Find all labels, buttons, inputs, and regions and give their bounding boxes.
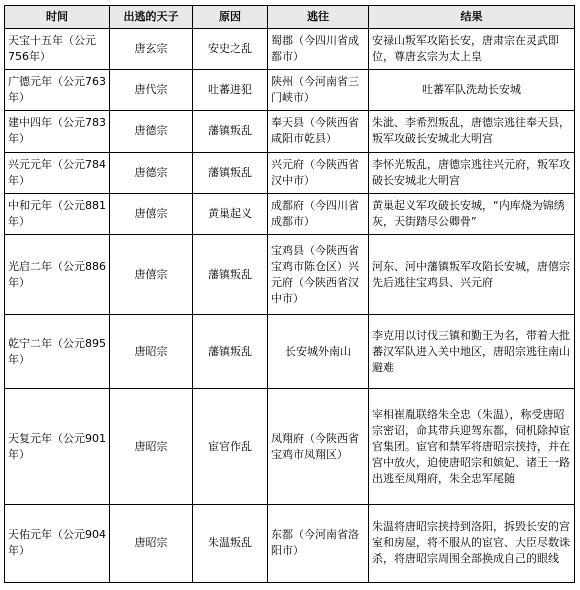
cell-time: 乾宁二年（公元895年） [5, 315, 110, 389]
cell-destination: 凤翔府（今陕西省宝鸡市凤翔区） [268, 389, 369, 504]
table-row [5, 504, 575, 582]
cell-result: 朱泚、李希烈叛乱，唐德宗逃往奉天县，叛军攻破长安城北大明宫 [369, 111, 575, 152]
cell-time: 中和元年（公元881年） [5, 193, 110, 234]
cell-emperor: 唐僖宗 [110, 234, 193, 314]
cell-emperor: 唐昭宗 [110, 504, 193, 582]
cell-reason: 黄巢起义 [193, 193, 268, 234]
table-header-row [5, 6, 575, 29]
cell-destination: 长安城外南山 [268, 315, 369, 389]
table-row [5, 315, 575, 389]
cell-result: 安禄山叛军攻陷长安，唐肃宗在灵武即位，尊唐玄宗为太上皇 [369, 29, 575, 70]
cell-time: 兴元元年（公元784年） [5, 152, 110, 193]
cell-time: 光启二年（公元886年） [5, 234, 110, 314]
cell-reason: 藩镇叛乱 [193, 234, 268, 314]
cell-result: 吐蕃军队洗劫长安城 [369, 70, 575, 111]
cell-destination: 蜀郡（今四川省成都市） [268, 29, 369, 70]
cell-reason: 安史之乱 [193, 29, 268, 70]
cell-result: 朱温将唐昭宗挟持到洛阳，拆毁长安的宫室和房屋，将不服从的宦官、大臣尽数诛杀，将唐昭宗周围全部换成自己的眼线 [369, 504, 575, 582]
cell-result: 李怀光叛乱，唐德宗逃往兴元府，叛军攻破长安城北大明宫 [369, 152, 575, 193]
cell-reason: 藩镇叛乱 [193, 315, 268, 389]
table-row [5, 70, 575, 111]
cell-time: 天宝十五年（公元756年） [5, 29, 110, 70]
cell-reason: 宦官作乱 [193, 389, 268, 504]
cell-destination: 东都（今河南省洛阳市） [268, 504, 369, 582]
cell-result: 河东、河中藩镇叛军攻陷长安城，唐僖宗先后逃往宝鸡县、兴元府 [369, 234, 575, 314]
cell-reason: 藩镇叛乱 [193, 152, 268, 193]
cell-emperor: 唐德宗 [110, 111, 193, 152]
cell-time: 建中四年（公元783年） [5, 111, 110, 152]
cell-reason: 藩镇叛乱 [193, 111, 268, 152]
header-emperor: 出逃的天子 [110, 6, 193, 29]
table-row [5, 29, 575, 70]
cell-time: 广德元年（公元763年） [5, 70, 110, 111]
cell-result: 李克用以讨伐三镇和勤王为名，带着大批蕃汉军队进入关中地区，唐昭宗逃往南山避难 [369, 315, 575, 389]
cell-time: 天复元年（公元901年） [5, 389, 110, 504]
table-row [5, 389, 575, 504]
cell-reason: 朱温叛乱 [193, 504, 268, 582]
emperor-flight-table [4, 5, 575, 583]
table-row [5, 234, 575, 314]
cell-emperor: 唐昭宗 [110, 315, 193, 389]
cell-emperor: 唐玄宗 [110, 29, 193, 70]
table-row [5, 193, 575, 234]
cell-emperor: 唐代宗 [110, 70, 193, 111]
cell-destination: 奉天县（今陕西省咸阳市乾县） [268, 111, 369, 152]
table-row [5, 152, 575, 193]
cell-time: 天佑元年（公元904年） [5, 504, 110, 582]
header-reason: 原因 [193, 6, 268, 29]
cell-destination: 陕州（今河南省三门峡市） [268, 70, 369, 111]
cell-emperor: 唐德宗 [110, 152, 193, 193]
table-row [5, 111, 575, 152]
cell-result: 宰相崔胤联络朱全忠（朱温），称受唐昭宗密诏，命其带兵迎驾东都，伺机除掉宦官集团。宦官和禁军将唐昭宗挟持，并在宫中放火，迫使唐昭宗和嫔妃、诸王一路出逃至凤翔府，朱全忠军尾随 [369, 389, 575, 504]
cell-destination: 成都府（今四川省成都市） [268, 193, 369, 234]
header-time: 时间 [5, 6, 110, 29]
cell-result: 黄巢起义军攻破长安城，“内库烧为锦绣灰，天街踏尽公卿骨” [369, 193, 575, 234]
cell-emperor: 唐僖宗 [110, 193, 193, 234]
header-destination: 逃往 [268, 6, 369, 29]
cell-destination: 兴元府（今陕西省汉中市） [268, 152, 369, 193]
cell-emperor: 唐昭宗 [110, 389, 193, 504]
header-result: 结果 [369, 6, 575, 29]
cell-destination: 宝鸡县（今陕西省宝鸡市陈仓区）兴元府（今陕西省汉中市） [268, 234, 369, 314]
cell-reason: 吐蕃进犯 [193, 70, 268, 111]
